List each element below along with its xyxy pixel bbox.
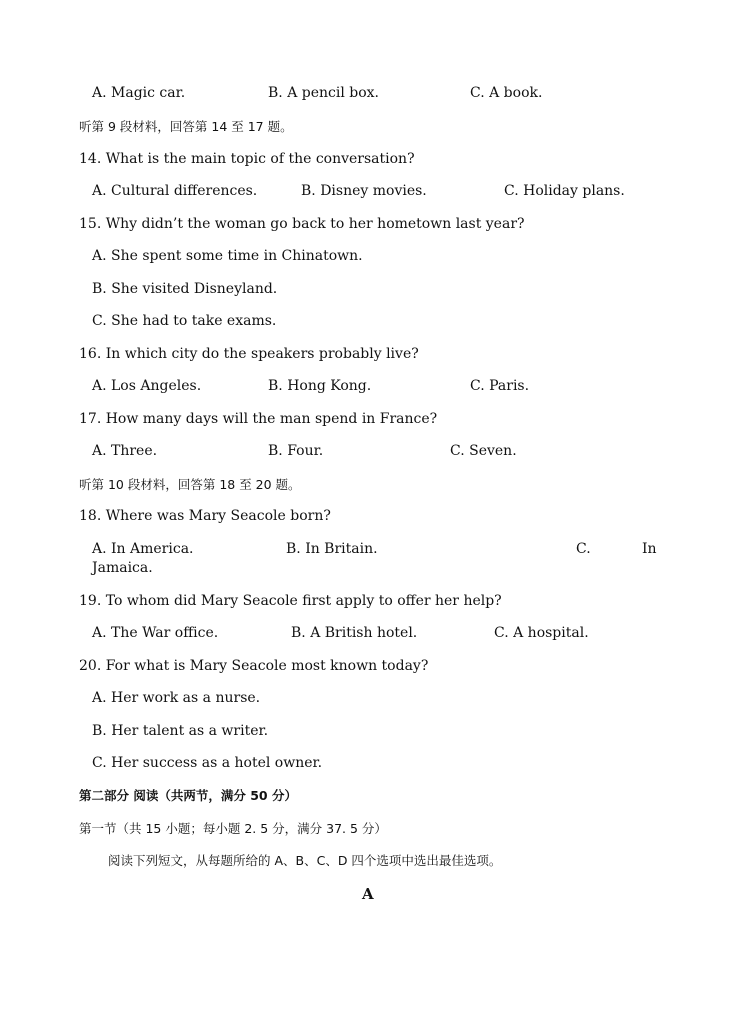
q16-option-b: B. Hong Kong.: [268, 378, 372, 394]
q15-stem: 15. Why didn’t the woman go back to her hometown last year?: [79, 216, 525, 232]
q16-stem: 16. In which city do the speakers probably live?: [79, 346, 419, 362]
q18-option-c-letter: C.: [576, 541, 591, 557]
q19-stem: 19. To whom did Mary Seacole first apply to offer her help?: [79, 593, 502, 609]
q15-option-a: A. She spent some time in Chinatown.: [92, 248, 363, 264]
q19-option-b: B. A British hotel.: [291, 625, 418, 641]
q13-option-b: B. A pencil box.: [268, 85, 379, 101]
passage-label: A: [362, 885, 374, 903]
q16-option-c: C. Paris.: [470, 378, 530, 394]
q14-option-a: A. Cultural differences.: [92, 183, 258, 199]
q18-option-b: B. In Britain.: [286, 541, 378, 557]
q17-option-b: B. Four.: [268, 443, 324, 459]
q16-option-a: A. Los Angeles.: [92, 378, 202, 394]
q20-option-c: C. Her success as a hotel owner.: [92, 755, 323, 771]
q18-option-a: A. In America.: [92, 541, 194, 557]
section1-heading: 第一节（共 15 小题；每小题 2. 5 分，满分 37. 5 分）: [79, 821, 387, 836]
section9-instruction: 听第 9 段材料，回答第 14 至 17 题。: [79, 119, 293, 134]
q20-option-a: A. Her work as a nurse.: [92, 690, 261, 706]
q15-option-b: B. She visited Disneyland.: [92, 281, 278, 297]
q17-option-c: C. Seven.: [450, 443, 517, 459]
q20-stem: 20. For what is Mary Seacole most known today?: [79, 658, 429, 674]
q18-option-c-word: In: [642, 541, 657, 557]
q13-option-c: C. A book.: [470, 85, 543, 101]
q19-option-c: C. A hospital.: [494, 625, 589, 641]
q14-option-b: B. Disney movies.: [301, 183, 427, 199]
q13-option-a: A. Magic car.: [92, 85, 186, 101]
q18-stem: 18. Where was Mary Seacole born?: [79, 508, 331, 524]
part2-heading: 第二部分 阅读（共两节，满分 50 分）: [79, 788, 297, 803]
q19-option-a: A. The War office.: [92, 625, 219, 641]
q14-option-c: C. Holiday plans.: [504, 183, 625, 199]
q17-stem: 17. How many days will the man spend in France?: [79, 411, 438, 427]
q17-option-a: A. Three.: [92, 443, 158, 459]
q14-stem: 14. What is the main topic of the conversation?: [79, 151, 415, 167]
reading-instruction: 阅读下列短文，从每题所给的 A、B、C、D 四个选项中选出最佳选项。: [108, 853, 502, 868]
q20-option-b: B. Her talent as a writer.: [92, 723, 269, 739]
q15-option-c: C. She had to take exams.: [92, 313, 277, 329]
section10-instruction: 听第 10 段材料，回答第 18 至 20 题。: [79, 477, 301, 492]
q18-option-c-continued: Jamaica.: [92, 560, 153, 576]
